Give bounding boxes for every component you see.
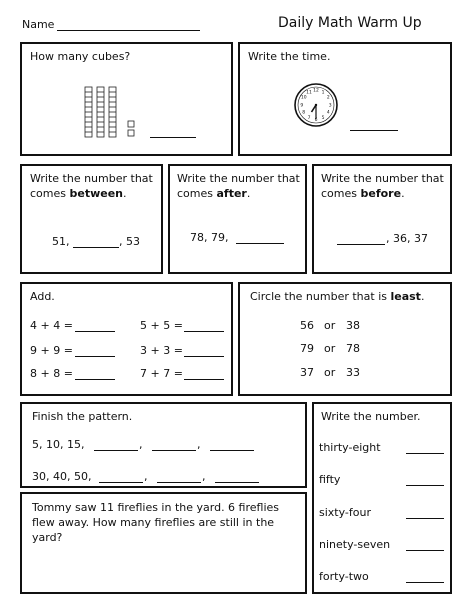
between-prompt-line1: Write the number that bbox=[30, 172, 153, 185]
svg-text:4: 4 bbox=[326, 110, 330, 116]
page-title: Daily Math Warm Up bbox=[278, 15, 422, 31]
pattern-answer-line[interactable] bbox=[94, 450, 138, 451]
word-problem-text: Tommy saw 11 fireflies in the yard. 6 fireflies flew away. How many fireflies are still in the yard? bbox=[32, 501, 280, 544]
svg-text:1: 1 bbox=[321, 90, 325, 96]
before-prompt-line1: Write the number that bbox=[321, 172, 444, 185]
before-given-numbers: , 36, 37 bbox=[386, 232, 428, 245]
add-answer-line[interactable] bbox=[184, 331, 224, 332]
unit-cube bbox=[128, 121, 134, 136]
least-number[interactable]: 37 bbox=[300, 366, 314, 379]
time-prompt: Write the time. bbox=[248, 50, 331, 63]
pattern-panel: Finish the pattern. 5, 10, 15, , , 30, 40, 50, , , bbox=[20, 402, 307, 488]
pattern-answer-line[interactable] bbox=[210, 450, 254, 451]
svg-text:11: 11 bbox=[306, 90, 312, 96]
before-prompt-line2: comes before. bbox=[321, 187, 405, 200]
pattern-answer-line[interactable] bbox=[157, 482, 201, 483]
pattern-row1-start: 5, 10, 15, bbox=[32, 438, 85, 451]
add-panel bbox=[20, 282, 233, 396]
after-given-numbers: 78, 79, bbox=[190, 231, 229, 244]
pattern-prompt: Finish the pattern. bbox=[32, 410, 133, 423]
pattern-answer-line[interactable] bbox=[215, 482, 259, 483]
svg-text:5: 5 bbox=[321, 116, 325, 121]
between-right-number: , 53 bbox=[119, 235, 140, 248]
after-panel bbox=[168, 164, 307, 274]
after-answer-line[interactable] bbox=[236, 243, 284, 244]
least-number[interactable]: 33 bbox=[346, 366, 360, 379]
name-line[interactable] bbox=[57, 30, 200, 31]
number-word: thirty-eight bbox=[319, 441, 381, 454]
add-answer-line[interactable] bbox=[75, 379, 115, 380]
add-answer-line[interactable] bbox=[184, 379, 224, 380]
number-word: forty-two bbox=[319, 570, 369, 583]
clock-icon bbox=[293, 82, 339, 128]
least-number[interactable]: 38 bbox=[346, 319, 360, 332]
pattern-row2-start: 30, 40, 50, bbox=[32, 470, 92, 483]
name-label: Name bbox=[22, 18, 55, 31]
least-number[interactable]: 78 bbox=[346, 342, 360, 355]
least-number[interactable]: 56 bbox=[300, 319, 314, 332]
write-number-panel bbox=[312, 402, 452, 594]
add-answer-line[interactable] bbox=[75, 331, 115, 332]
before-answer-line[interactable] bbox=[337, 244, 385, 245]
svg-text:6: 6 bbox=[314, 118, 318, 123]
least-or: or bbox=[324, 319, 336, 332]
ten-rod bbox=[109, 87, 116, 137]
least-panel bbox=[238, 282, 452, 396]
pattern-answer-line[interactable] bbox=[152, 450, 196, 451]
number-word: sixty-four bbox=[319, 506, 371, 519]
time-answer-line[interactable] bbox=[350, 130, 398, 131]
ten-rod bbox=[97, 87, 104, 137]
write-number-prompt: Write the number. bbox=[321, 410, 421, 423]
between-left-number: 51, bbox=[52, 235, 70, 248]
add-problem: 4 + 4 = bbox=[30, 319, 73, 332]
add-prompt: Add. bbox=[30, 290, 55, 303]
add-problem: 7 + 7 = bbox=[140, 367, 183, 380]
time-panel bbox=[238, 42, 452, 156]
number-word: fifty bbox=[319, 473, 341, 486]
between-answer-line[interactable] bbox=[73, 247, 119, 248]
between-panel bbox=[20, 164, 163, 274]
number-answer-line[interactable] bbox=[406, 550, 444, 551]
number-word: ninety-seven bbox=[319, 538, 391, 551]
word-problem-panel bbox=[20, 492, 307, 594]
number-answer-line[interactable] bbox=[406, 518, 444, 519]
add-problem: 9 + 9 = bbox=[30, 344, 73, 357]
least-prompt: Circle the number that is least. bbox=[250, 290, 425, 303]
number-answer-line[interactable] bbox=[406, 582, 444, 583]
svg-text:8: 8 bbox=[302, 110, 306, 116]
least-or: or bbox=[324, 366, 336, 379]
add-answer-line[interactable] bbox=[184, 356, 224, 357]
after-prompt-line2: comes after. bbox=[177, 187, 251, 200]
pattern-answer-line[interactable] bbox=[99, 482, 143, 483]
svg-text:12: 12 bbox=[313, 88, 319, 94]
svg-text:10: 10 bbox=[300, 95, 307, 101]
number-answer-line[interactable] bbox=[406, 485, 444, 486]
cubes-panel bbox=[20, 42, 233, 156]
svg-text:2: 2 bbox=[326, 95, 330, 101]
ten-rod bbox=[85, 87, 92, 137]
before-panel bbox=[312, 164, 452, 274]
add-problem: 3 + 3 = bbox=[140, 344, 183, 357]
after-prompt-line1: Write the number that bbox=[177, 172, 300, 185]
add-problem: 8 + 8 = bbox=[30, 367, 73, 380]
svg-text:9: 9 bbox=[300, 103, 304, 109]
number-answer-line[interactable] bbox=[406, 453, 444, 454]
cubes-answer-line[interactable] bbox=[150, 137, 196, 138]
least-or: or bbox=[324, 342, 336, 355]
between-prompt-line2: comes between. bbox=[30, 187, 127, 200]
svg-text:7: 7 bbox=[307, 116, 311, 121]
add-answer-line[interactable] bbox=[75, 356, 115, 357]
base-ten-blocks bbox=[84, 86, 140, 138]
add-problem: 5 + 5 = bbox=[140, 319, 183, 332]
cubes-prompt: How many cubes? bbox=[30, 50, 131, 63]
least-number[interactable]: 79 bbox=[300, 342, 314, 355]
svg-text:3: 3 bbox=[328, 103, 332, 109]
